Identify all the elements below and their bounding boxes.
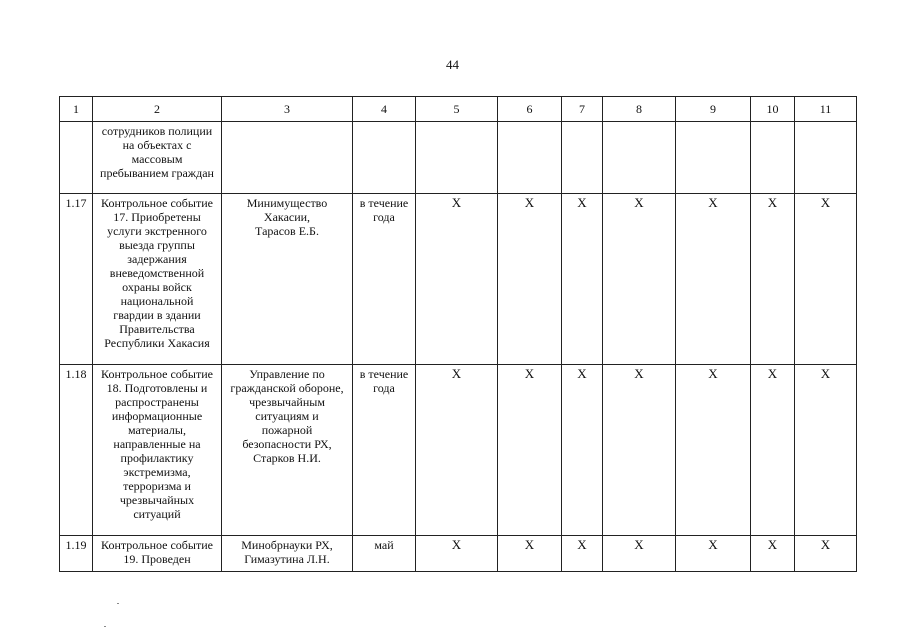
mark-cell xyxy=(603,122,676,194)
column-header: 8 xyxy=(603,97,676,122)
header-row xyxy=(60,97,857,122)
mark-cell: X xyxy=(498,365,562,536)
plan-table xyxy=(59,96,857,572)
mark-cell: X xyxy=(562,536,603,572)
table-row xyxy=(60,194,857,365)
column-header: 10 xyxy=(751,97,795,122)
mark-cell: X xyxy=(603,194,676,365)
row-number: 1.17 xyxy=(60,194,93,365)
table-row xyxy=(60,536,857,572)
responsible-party: Минобрнауки РХ, Гимазутина Л.Н. xyxy=(222,536,353,572)
responsible-party xyxy=(222,122,353,194)
mark-cell: X xyxy=(751,365,795,536)
scan-speck xyxy=(117,603,119,604)
event-description: сотрудников полиции на объектах с массовым пребыванием граждан xyxy=(93,122,222,194)
mark-cell: X xyxy=(603,365,676,536)
term-cell: май xyxy=(353,536,416,572)
column-header: 4 xyxy=(353,97,416,122)
mark-cell xyxy=(751,122,795,194)
mark-cell xyxy=(676,122,751,194)
mark-cell: X xyxy=(676,536,751,572)
mark-cell xyxy=(498,122,562,194)
table-row xyxy=(60,122,857,194)
term-cell xyxy=(353,122,416,194)
column-header: 9 xyxy=(676,97,751,122)
mark-cell: X xyxy=(416,365,498,536)
column-header: 5 xyxy=(416,97,498,122)
mark-cell: X xyxy=(676,194,751,365)
term-cell: в течение года xyxy=(353,365,416,536)
mark-cell xyxy=(562,122,603,194)
column-header: 11 xyxy=(795,97,857,122)
column-header: 3 xyxy=(222,97,353,122)
column-header: 7 xyxy=(562,97,603,122)
mark-cell: X xyxy=(416,536,498,572)
term-cell: в течение года xyxy=(353,194,416,365)
mark-cell: X xyxy=(498,194,562,365)
column-header: 2 xyxy=(93,97,222,122)
mark-cell: X xyxy=(795,365,857,536)
row-number: 1.19 xyxy=(60,536,93,572)
mark-cell xyxy=(795,122,857,194)
scan-speck xyxy=(104,626,106,627)
page-number: 44 xyxy=(446,57,459,72)
mark-cell: X xyxy=(676,365,751,536)
column-header: 1 xyxy=(60,97,93,122)
mark-cell: X xyxy=(562,194,603,365)
row-number xyxy=(60,122,93,194)
mark-cell: X xyxy=(795,536,857,572)
mark-cell: X xyxy=(751,536,795,572)
mark-cell: X xyxy=(795,194,857,365)
event-description: Контрольное событие 19. Проведен xyxy=(93,536,222,572)
table-row xyxy=(60,365,857,536)
event-description: Контрольное событие 17. Приобретены услуги экстренного выезда группы задержания вневедомственной охраны войск национальной гвардии в здании Правительства Республики Хакасия xyxy=(93,194,222,365)
mark-cell: X xyxy=(498,536,562,572)
row-number: 1.18 xyxy=(60,365,93,536)
mark-cell: X xyxy=(416,194,498,365)
mark-cell: X xyxy=(562,365,603,536)
responsible-party: Управление по гражданской обороне, чрезвычайным ситуациям и пожарной безопасности РХ, Старков Н.И. xyxy=(222,365,353,536)
column-header: 6 xyxy=(498,97,562,122)
mark-cell: X xyxy=(751,194,795,365)
mark-cell: X xyxy=(603,536,676,572)
event-description: Контрольное событие 18. Подготовлены и распространены информационные материалы, направленные на профилактику экстремизма, терроризма и чрезвычайных ситуаций xyxy=(93,365,222,536)
responsible-party: Минимущество Хакасии, Тарасов Е.Б. xyxy=(222,194,353,365)
mark-cell xyxy=(416,122,498,194)
